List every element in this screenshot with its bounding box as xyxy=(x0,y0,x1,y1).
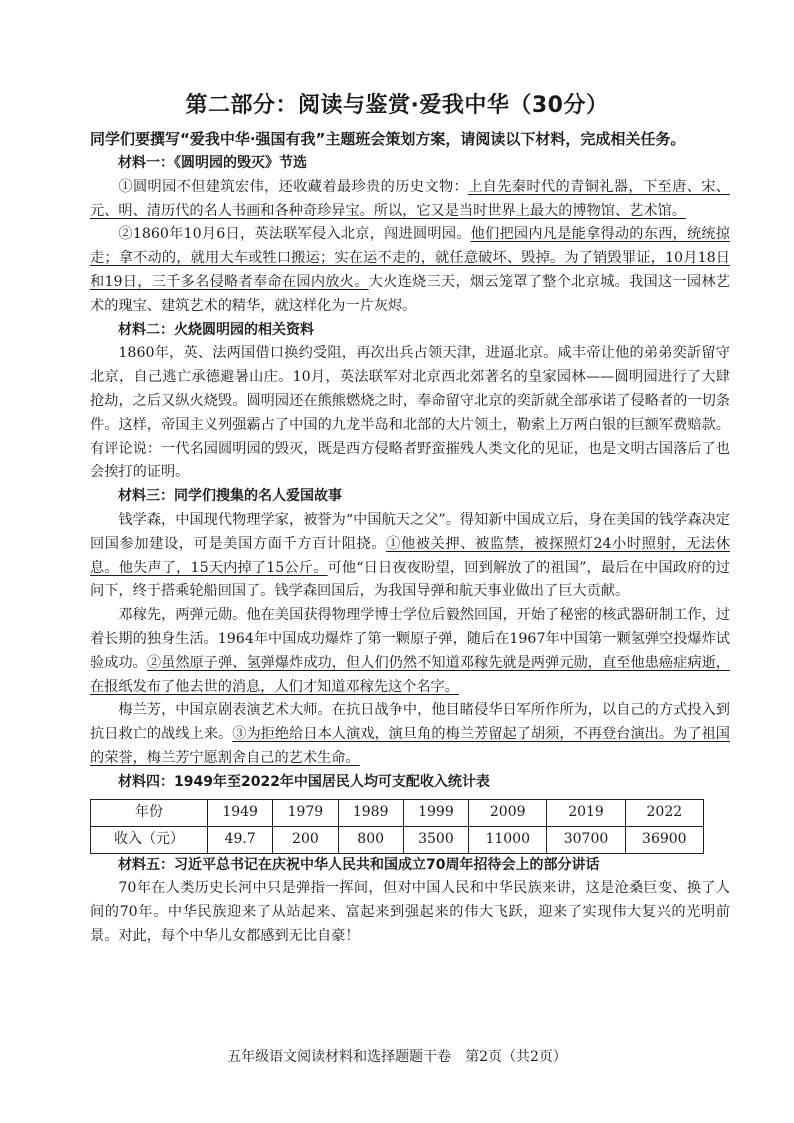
table-cell: 1949 xyxy=(208,799,273,826)
table-cell: 2009 xyxy=(469,799,547,826)
income-table xyxy=(90,799,704,854)
table-cell: 1989 xyxy=(338,799,403,826)
table-cell: 2019 xyxy=(547,799,625,826)
material-2-paragraph: 1860年，英、法两国借口换约受阻，再次出兵占领天津，进逼北京。咸丰帝让他的弟弟奕訢留守北京，自己逃亡承德避暑山庄。10月，英法联军对北京西北郊著名的皇家园林——圆明园进行了大肆抢劫，之后又纵火烧毁。圆明园还在熊熊燃烧之时，奉命留守北京的奕訢就全部承诺了侵略者的一切条件。这样，帝国主义列强霸占了中国的九龙半岛和北部的大片领土，勒索上万两白银的巨额军费赔款。有评论说：一代名园圆明园的毁灭，既是西方侵略者野蛮摧残人类文化的见证，也是文明古国落后了也会挨打的证明。 xyxy=(90,345,730,481)
text-span: 梅兰芳，中国京剧表演艺术大师。在抗日战争中，他目睹侵华日军所作所为，以自己的方式投入到抗日救亡的战线上来。 xyxy=(90,702,730,743)
materials-body xyxy=(90,152,730,949)
table-cell: 11000 xyxy=(469,826,547,853)
underlined-text: ②虽然原子弹、氢弹爆炸成功，但人们仍然不知道邓稼先就是两弹元勋，直至他患癌症病逝，在报纸发布了他去世的消息，人们才知道邓稼先这个名字。 xyxy=(90,654,730,695)
material-3-paragraph-qian xyxy=(90,509,730,604)
text-span: ①圆明园不但建筑宏伟，还收藏着最珍贵的历史文物： xyxy=(118,178,469,195)
table-cell: 200 xyxy=(273,826,338,853)
material-1-paragraph-2 xyxy=(90,223,730,318)
table-cell: 30700 xyxy=(547,826,625,853)
table-row xyxy=(91,826,704,853)
table-cell: 2022 xyxy=(625,799,703,826)
table-cell: 36900 xyxy=(625,826,703,853)
table-cell: 49.7 xyxy=(208,826,273,853)
table-cell: 800 xyxy=(338,826,403,853)
table-row-header: 年份 xyxy=(91,799,208,826)
text-span: ②1860年10月6日，英法联军侵入北京，闯进圆明园。 xyxy=(118,226,471,243)
text-span: 邓稼先，两弹元勋。他在美国获得物理学博士学位后毅然回国，开始了秘密的核武器研制工作，过着长期的独身生活。1964年中国成功爆炸了第一颗原子弹，随后在1967年中国第一颗氢弹空投爆炸试验成功。 xyxy=(90,607,730,671)
table-cell: 1999 xyxy=(403,799,468,826)
material-2-heading: 材料二：火烧圆明园的相关资料 xyxy=(118,321,314,338)
underlined-text: ①他被关押、被监禁，被探照灯24小时照射，无法休息。他失声了，15天内掉了15公斤。 xyxy=(90,535,730,576)
material-3-paragraph-mei xyxy=(90,699,730,770)
material-1-paragraph-1 xyxy=(90,176,730,224)
underlined-text: 他们把园内凡是能拿得动的东西，统统掠走；拿不动的，就用大车或牲口搬运；实在运不走的，就任意破坏、毁掉。为了销毁罪证，10月18日和19日，三千多名侵略者奉命在园内放火。 xyxy=(90,226,730,290)
material-5-heading: 材料五：习近平总书记在庆祝中华人民共和国成立70周年招待会上的部分讲话 xyxy=(118,856,600,873)
text-span: 大火连烧三天，烟云笼罩了整个北京城。我国这一园林艺术的瑰宝、建筑艺术的精华，就这样化为一片灰烬。 xyxy=(90,273,730,314)
underlined-text: 上自先秦时代的青铜礼器，下至唐、宋、元、明、清历代的名人书画和各种奇珍异宝。所以，它又是当时世界上最大的博物馆、艺术馆。 xyxy=(90,178,730,219)
material-3-paragraph-deng xyxy=(90,604,730,699)
material-4-heading: 材料四：1949年至2022年中国居民人均可支配收入统计表 xyxy=(118,773,490,790)
underlined-text: ③为拒绝给日本人演戏，演旦角的梅兰芳留起了胡须，不再登台演出。为了祖国的荣誉，梅兰芳宁愿割舍自己的艺术生命。 xyxy=(90,726,730,766)
table-row xyxy=(91,799,704,826)
page-footer: 五年级语文阅读材料和选择题题干卷 第2页（共2页） xyxy=(227,1049,567,1065)
section-title: 第二部分：阅读与鉴赏·爱我中华（30分） xyxy=(185,93,609,118)
text-span: 钱学森，中国现代物理学家，被誉为“中国航天之父”。得知新中国成立后，身在美国的钱学森决定回国参加建设，可是美国方面千方百计阻挠。 xyxy=(90,511,730,552)
table-cell: 3500 xyxy=(403,826,468,853)
table-row-header: 收入（元） xyxy=(91,826,208,853)
material-1-heading: 材料一：《圆明园的毁灭》节选 xyxy=(118,155,307,171)
text-span: 可他“日日夜夜盼望，回到解放了的祖国”，最后在中国政府的过问下，终于搭乘轮船回国了。钱学森回国后，为我国导弹和航天事业做出了巨大贡献。 xyxy=(90,559,730,600)
material-3-heading: 材料三：同学们搜集的名人爱国故事 xyxy=(118,488,342,505)
material-5-paragraph: 70年在人类历史长河中只是弹指一挥间，但对中国人民和中华民族来讲，这是沧桑巨变、换了人间的70年。中华民族迎来了从站起来、富起来到强起来的伟大飞跃，迎来了实现伟大复兴的光明前景。对此，每个中华儿女都感到无比自豪！ xyxy=(90,880,730,944)
task-intro: 同学们要撰写“爱我中华·强国有我”主题班会策划方案，请阅读以下材料，完成相关任务。 xyxy=(90,130,686,148)
table-cell: 1979 xyxy=(273,799,338,826)
